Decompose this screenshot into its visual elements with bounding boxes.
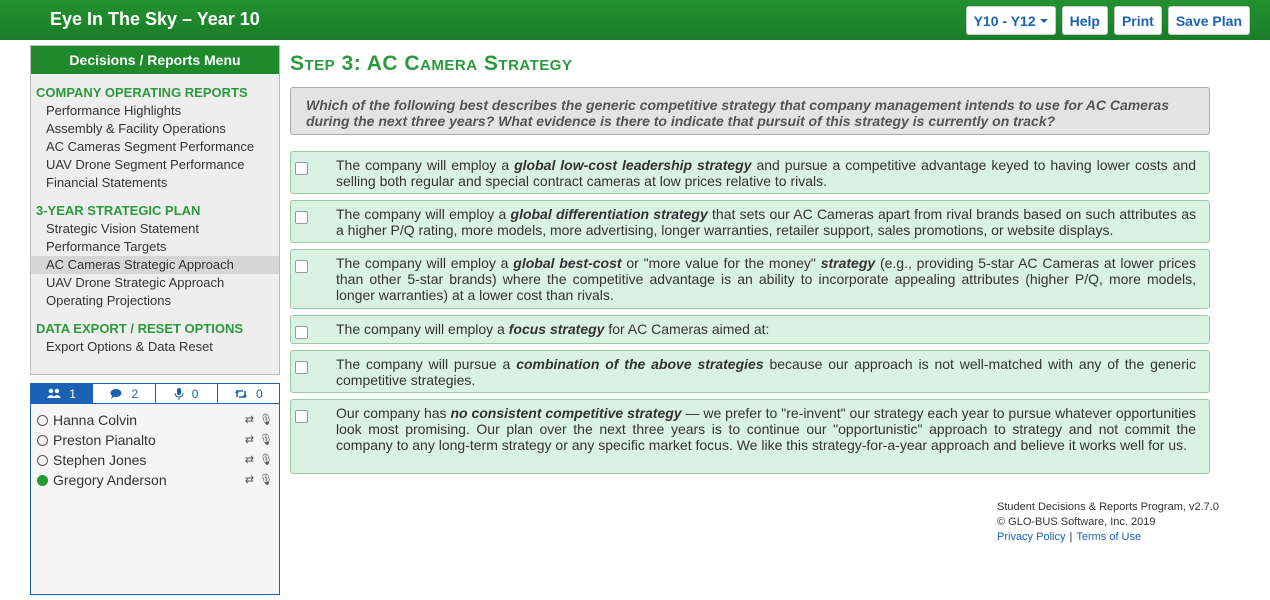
member-name: Preston Pianalto: [53, 432, 156, 448]
menu-item-ac-cameras-performance[interactable]: AC Cameras Segment Performance: [46, 139, 255, 154]
option-checkbox[interactable]: [295, 260, 308, 273]
menu-section-title: 3-YEAR STRATEGIC PLAN: [36, 203, 201, 218]
users-count: 1: [69, 386, 76, 401]
tab-users[interactable]: [31, 384, 93, 403]
toolbar: [966, 6, 1250, 35]
microphone-icon[interactable]: 🎙: [259, 474, 273, 486]
print-button[interactable]: Print: [1114, 6, 1162, 35]
retweet-icon[interactable]: ⇄: [244, 434, 255, 446]
option-text: Our company has no consistent competitive strategy — we prefer to "re-invent" our strategy each year to pursue whatever opportunities look most promising. Our plan over the next three years is to continue our "opportunistic" approach to strategy and not commit the company to any long-term strategy or any specific market focus. We like this strategy-for-a-year approach and believe it works well for us.: [336, 405, 1196, 453]
help-button[interactable]: Help: [1062, 6, 1108, 35]
offline-status-icon: [37, 415, 48, 426]
menu-section-title: DATA EXPORT / RESET OPTIONS: [36, 321, 244, 336]
option-text: The company will employ a focus strategy for AC Cameras aimed at:: [336, 321, 770, 337]
option-checkbox[interactable]: [295, 410, 308, 423]
menu-item-operating-projections[interactable]: Operating Projections: [46, 293, 172, 308]
tab-microphone[interactable]: [156, 384, 218, 403]
menu-item-ac-cameras-strategic-approach[interactable]: AC Cameras Strategic Approach: [31, 256, 279, 274]
online-status-icon: [37, 475, 48, 486]
footer-links: [997, 530, 1219, 545]
comments-icon: [110, 388, 124, 399]
retweet-count: 0: [256, 386, 263, 401]
strategy-option-differentiation[interactable]: [290, 200, 1210, 243]
strategy-option-combination[interactable]: [290, 350, 1210, 393]
team-member[interactable]: [31, 470, 279, 490]
strategy-option-no-consistent[interactable]: [290, 399, 1210, 474]
member-name: Hanna Colvin: [53, 412, 138, 428]
menu-item-financial-statements[interactable]: Financial Statements: [46, 175, 168, 190]
program-version: Student Decisions & Reports Program, v2.7.0: [997, 501, 1219, 513]
member-name: Gregory Anderson: [53, 472, 167, 488]
menu-item-assembly-facility[interactable]: Assembly & Facility Operations: [46, 121, 226, 136]
microphone-icon[interactable]: 🎙: [259, 414, 273, 426]
microphone-icon[interactable]: 🎙: [259, 434, 273, 446]
footer: [997, 500, 1219, 545]
option-checkbox[interactable]: [295, 162, 308, 175]
retweet-icon: [234, 389, 248, 399]
year-range-label: Y10 - Y12: [973, 12, 1036, 29]
comments-count: 2: [131, 386, 139, 401]
team-panel: [30, 383, 280, 595]
team-member[interactable]: [31, 450, 279, 470]
team-tabs: [31, 384, 279, 404]
strategy-option-best-cost[interactable]: [290, 249, 1210, 309]
microphone-count: 0: [191, 386, 199, 401]
member-name: Stephen Jones: [53, 452, 147, 468]
menu-item-export-options[interactable]: Export Options & Data Reset: [46, 339, 213, 354]
strategy-option-low-cost[interactable]: [290, 151, 1210, 194]
tab-comments[interactable]: [93, 384, 155, 403]
retweet-icon[interactable]: ⇄: [244, 414, 255, 426]
option-checkbox[interactable]: [295, 211, 308, 224]
menu-section-title: COMPANY OPERATING REPORTS: [36, 85, 248, 100]
users-icon: [47, 388, 61, 399]
caret-down-icon: [1040, 19, 1048, 23]
retweet-icon[interactable]: ⇄: [244, 454, 255, 466]
menu-item-strategic-vision[interactable]: Strategic Vision Statement: [46, 221, 199, 236]
option-text: The company will pursue a combination of the above strategies because our approach is not well-matched with any of the generic competitive strategies.: [336, 356, 1196, 388]
footer-separator: |: [1069, 531, 1073, 543]
microphone-icon[interactable]: 🎙: [259, 454, 273, 466]
terms-of-use-link[interactable]: Terms of Use: [1076, 531, 1142, 543]
option-text: The company will employ a global low-cost leadership strategy and pursue a competitive advantage keyed to having lower costs and selling both regular and special contract cameras at low prices relative to rivals.: [336, 157, 1197, 189]
team-member-list: [31, 404, 279, 490]
menu-item-performance-targets[interactable]: Performance Targets: [46, 239, 167, 254]
menu-item-uav-drone-performance[interactable]: UAV Drone Segment Performance: [46, 157, 245, 172]
decisions-reports-menu: [30, 45, 280, 375]
copyright: © GLO-BUS Software, Inc. 2019: [997, 516, 1156, 528]
save-plan-button[interactable]: Save Plan: [1168, 6, 1250, 35]
privacy-policy-link[interactable]: Privacy Policy: [997, 531, 1066, 543]
option-text: The company will employ a global best-cost or "more value for the money" strategy (e.g., providing 5-star AC Cameras at lower prices than other 5-star brands) where the competitive advantage is an ability to incorporate appealing attributes (higher P/Q, more models, longer warranties) at a lower cost than rivals.: [336, 255, 1196, 303]
top-bar: [0, 0, 1270, 40]
app-title: Eye In The Sky – Year 10: [50, 9, 260, 29]
year-range-dropdown[interactable]: [966, 6, 1056, 35]
question-box: Which of the following best describes the generic competitive strategy that company management intends to use for AC Cameras during the next three years? What evidence is there to indicate that pursuit of this strategy is currently on track?: [290, 87, 1210, 135]
menu-item-uav-drone-strategic-approach[interactable]: UAV Drone Strategic Approach: [46, 275, 225, 290]
offline-status-icon: [37, 435, 48, 446]
offline-status-icon: [37, 455, 48, 466]
tab-retweet[interactable]: [218, 384, 279, 403]
menu-header: Decisions / Reports Menu: [31, 46, 279, 74]
retweet-icon[interactable]: ⇄: [244, 474, 255, 486]
option-text: The company will employ a global differentiation strategy that sets our AC Cameras apart from rival brands based on such attributes as a higher P/Q rating, more models, more advertising, longer warranties, retailer support, sales promotions, or website displays.: [336, 206, 1196, 238]
team-member[interactable]: [31, 430, 279, 450]
page-title: Step 3: AC Camera Strategy: [290, 52, 573, 75]
option-checkbox[interactable]: [295, 326, 308, 339]
team-member[interactable]: [31, 410, 279, 430]
menu-item-performance-highlights[interactable]: Performance Highlights: [46, 103, 182, 118]
strategy-option-focus[interactable]: [290, 315, 1210, 344]
option-checkbox[interactable]: [295, 361, 308, 374]
microphone-icon: [174, 388, 184, 400]
